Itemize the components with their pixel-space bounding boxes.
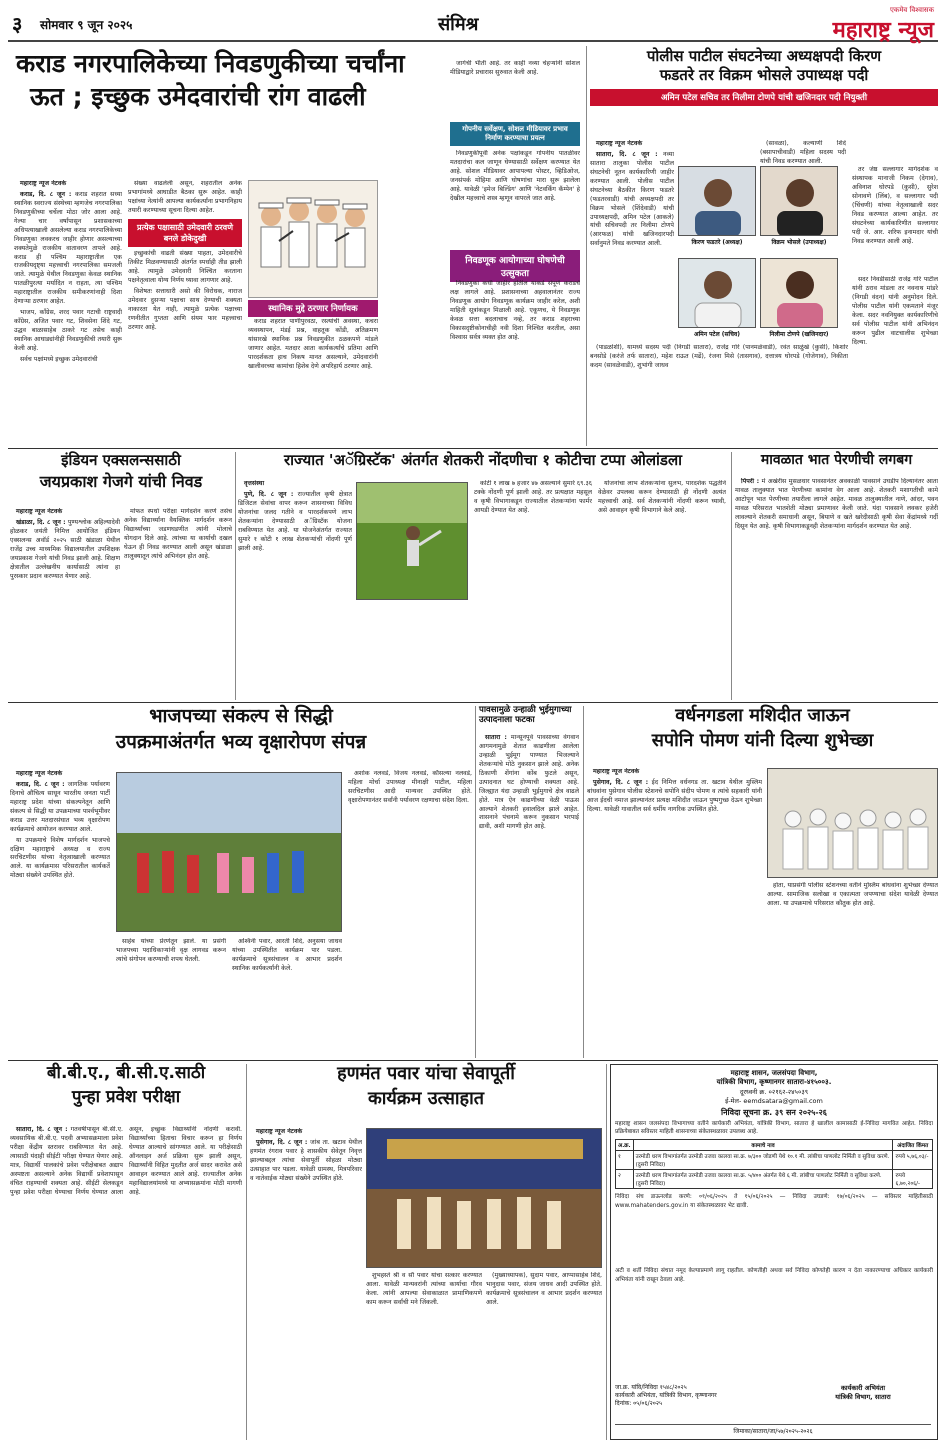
article-text: जांब ता. खटाव येथील हणमंत रंगराव पवार हे शासकीय सेवेतून निवृत्त झाल्याबद्दल त्यांचा सेवापूर्ती सोहळा मोठ्या उत्साहात पार पडला. यावेळी ग्रामस्थ, मित्रपरिवार व नातेवाईक मोठ्या संख्येने उपस्थित होते. (250, 1138, 362, 1182)
tender-table (615, 1139, 933, 1189)
page-number: ३ (12, 12, 23, 36)
article-column (486, 1272, 602, 1440)
article-text: मान्सूनपूर्व पावसाच्या वेगवान आगमनामुळे शेतात काढणीला आलेला उन्हाळी भुईमूग पाण्यात भिजल्याने शेतकऱ्यांचे मोठे नुकसान झाले आहे. अनेक ठिकाणी शेंगांना कोंब फुटले असून, उत्पादनात घट होण्याची शक्यता आहे. जिल्ह्यात यंदा उन्हाळी भुईमुगाचे क्षेत्र वाढले होते. मात्र ऐन काढणीच्या वेळी पाऊस आल्याने शेतकरी हवालदिल झाले आहेत. शासनाने पंचनामे करून नुकसान भरपाई द्यावी, अशी मागणी होत आहे. (479, 734, 579, 831)
headline: ऊत ; इच्छुक उमेदवारांची रांग वाढली (30, 81, 366, 111)
article-text: साहेब यांच्या प्रेरणेतून झाले. या प्रसंगी भाजपच्या पदाधिकाऱ्यांनी वृक्ष लागवड करून त्यांचे संगोपन करण्याची शपथ घेतली. (116, 938, 226, 963)
table-cell: २ (616, 1170, 634, 1189)
story-indian-excellence (10, 452, 232, 700)
section-divider (8, 448, 938, 449)
brand-logo: महाराष्ट्र न्यूज (832, 18, 934, 43)
article-column (590, 344, 848, 446)
section-divider (8, 1060, 938, 1061)
place: सातारा, दि. ८ जून : (596, 150, 658, 158)
place: पुणे, दि. ८ जून : (244, 490, 294, 498)
article-text: राज्यातील कृषी क्षेत्रात डिजिटल सेवांचा वापर करून शासनाच्या विविध योजनांचा जलद गतीने व पारदर्शकपणे लाभ शेतकऱ्यांना देण्यासाठी अॅग्रिस्टॅक योजना राबविण्यात येत आहे. या योजनेअंतर्गत राज्यात सुमारे १ कोटी १ लाख शेतकऱ्यांची नोंदणी पूर्ण झाली आहे. (238, 490, 352, 552)
stage-felicitation-icon (367, 1129, 602, 1268)
article-text: निवडणुका कधी जाहीर होतील याकडे संपूर्ण कराडचे लक्ष लागले आहे. प्रशासनाच्या अहवालानंतर राज्य निवडणूक आयोग निवडणूक कार्यक्रम जाहीर करेल, अशी माहिती सूत्रांकडून मिळाली आहे. एकूणच, ये निवडणूक केवळ सत्ता बदलाचाच नव्हे, तर कराड शहराच्या विकासदृष्टीकोनाचीही नवी दिशा निश्चित करतील, असा विश्वास सर्वत्र व्यक्त होत आहे. (450, 280, 580, 341)
article-column (450, 60, 580, 120)
tender-schedule: निविदा संच डाऊनलोड करणे: ०१/०६/२०२५ ते १५/०६/२०२५ — निविदा उघडणे: १७/०६/२०२५ — सविस्तर माहितीसाठी www.mahatenders.gov.in या संकेतस्थळावर भेट द्यावी. (615, 1194, 933, 1209)
article-column (238, 480, 352, 700)
article-text: मे अखेरीस मुसळधार पावसानंतर अवकाळी पावसाने उघडीप दिल्यानंतर आता मावळ तालुक्यात भात पेरणीच्या कामांना वेग आला आहे. शेतकरी मशागतीची कामे आटोपून भात पेरणीच्या तयारीला लागले आहेत. मावळ तालुक्यातील नाणे, आंदर, पवन मावळ परिसरात भातशेती मोठ्या प्रमाणावर केली जाते. यंदा पावसाने लवकर हजेरी लावल्याने शेतकरी समाधानी असून, बियाणे व खते खरेदीसाठी कृषी सेवा केंद्रांमध्ये गर्दी दिसून येत आहे. कृषी विभागाकडूनही शेतकऱ्यांना मार्गदर्शन करण्यात येत आहे. (735, 478, 938, 530)
article-column (760, 140, 846, 164)
headline: राज्यात 'अॅग्रिस्टॅक' अंतर्गत शेतकरी नोंदणीचा १ कोटीचा टप्पा ओलांडला (283, 451, 683, 469)
tender-intro: महाराष्ट्र शासन जलसंपदा विभागाच्या वतीने कार्यकारी अभियंता, यांत्रिकी विभाग, सातारा हे खालील कामासाठी ई-निविदा मागवित आहेत. निविदा प्रक्रियेबाबत सविस्तर माहिती शासनाच्या संकेतस्थळावर उपलब्ध आहे. (615, 1121, 933, 1136)
column-divider (731, 452, 732, 700)
photo-vikram-bhosale (760, 166, 838, 236)
headline: कराड नगरपालिकेच्या निवडणुकीच्या चर्चांना (16, 49, 405, 78)
headline: उत्पादनाला फटका (479, 714, 535, 725)
column-divider (246, 1064, 247, 1440)
article-text: मोफत स्पर्धा परीक्षा मार्गदर्शन करणे तसेच अनेक विद्यार्थ्यांना वैयक्तिक मार्गदर्शन करून विद्यार्थ्यांच्या जडणघडणीत त्यांनी मोलाचे योगदान दिले आहे. त्यांच्या या कार्याची दखल घेऊन ही निवड करण्यात आली असून खंडाळा तालुक्यातून त्यांचे अभिनंदन होत आहे. (124, 508, 232, 560)
headline: इंडियन एक्सलन्ससाठी (61, 451, 181, 469)
headline: पावसामुळे उन्हाळी भुईमुगाच्या (479, 705, 572, 715)
place: पुसेगाव, दि. ८ जून : (256, 1138, 308, 1146)
article-column (124, 508, 232, 700)
headline: मावळात भात पेरणीची लगबग (760, 452, 913, 468)
brand-tagline: एकमेव विश्वासक (889, 6, 934, 14)
article-column (590, 140, 674, 320)
article-column (232, 938, 342, 1058)
dateline: महाराष्ट्र न्यूज नेटवर्क (16, 770, 63, 777)
dateline: महाराष्ट्र न्यूज नेटवर्क (593, 768, 640, 775)
tender-office: कार्यकारी अभियंता, यांत्रिकी विभाग, कृष्णानगर (615, 1392, 717, 1399)
article-text: विशेषतः सत्ताधारी असो की विरोधक, नाराज उमेदवार दुसऱ्या पक्षाचा साथ देण्याची शक्यता नाकारता येत नाही, त्यामुळे प्रत्येक पक्षाच्या रणनीतीत गुप्तता आणि संयम फार महत्त्वाचा ठरणार आहे. (128, 288, 242, 331)
illustration-politicians (248, 180, 378, 298)
photo-caption: किरण फडतरे (अध्यक्ष) (691, 239, 743, 246)
article-text: अशोक नलवडे, विजय नलवडे, कौसल्या नलवडे, महिला मोर्चा उपाध्यक्ष मीनाक्षी पाटील, महिला सरचिटणीस आदी मान्यवर उपस्थित होते. वृक्षारोपणानंतर सर्वांनी पर्यावरण रक्षणाचा संदेश दिला. (348, 770, 472, 804)
headline: पुन्हा प्रवेश परीक्षा (71, 1086, 181, 1107)
article-column (598, 480, 726, 700)
place: कराड, दि. ८ जून : (16, 780, 65, 788)
place: पुसेगाव, दि. ८ जून : (593, 778, 649, 786)
article-text: जागेची भीती आहे. तर काही नव्या चेहऱ्यांनी सोशल मीडियाद्वारे प्रचारास सुरुवात केली आहे. (450, 60, 580, 76)
group-photo-icon (117, 773, 342, 932)
article-column (10, 1126, 242, 1440)
article-text: गतवर्षीपासून बी.सी.ए. व्यवसायिक बी.बी.ए. पदवी अभ्यासक्रमाला प्रवेश परीक्षा केंद्रीय स्तरावर राबविण्यात येत आहे. त्यासाठी यंदाही सीईटी परीक्षा घेण्यात येणार आहे. मात्र, विद्यार्थी पालकांचे प्रवेश परीक्षेबाबत अद्याप अस्पष्टता असल्याने अनेक विद्यार्थी प्रवेशापासून वंचित राहण्याची शक्यता आहे. सीईटी सेलकडून पुन्हा प्रवेश परीक्षा घेण्याचा निर्णय घेण्यात आला असून, इच्छुक विद्यार्थ्यांनी नोंदणी करावी. विद्यार्थ्यांच्या हिताचा विचार करून हा निर्णय घेण्यात आल्याचे सांगण्यात आले. या परीक्षेसाठी ऑनलाइन अर्ज प्रक्रिया सुरू झाली असून, विद्यार्थ्यांनी विहित मुदतीत अर्ज सादर करावेत असे आवाहन करण्यात आले आहे. राज्यातील अनेक महाविद्यालयांमध्ये या अभ्यासक्रमांना मोठी मागणी आहे. (10, 1126, 242, 1196)
table-header: कामाचे नाव (633, 1140, 893, 1151)
tender-signatory: कार्यकारी अभियंता (840, 1384, 886, 1392)
dateline: महाराष्ट्र न्यूज नेटवर्क (20, 180, 67, 187)
story-vardhangad-mosque (587, 706, 938, 1058)
article-column (450, 280, 580, 445)
headline: कार्यक्रम उत्साहात (367, 1087, 485, 1109)
article-text: नव्या सातारा तालुका पोलीस पाटील संघटनेची नूतन कार्यकारिणी जाहीर करण्यात आली. पोलीस पाटील संघटनेच्या बैठकीत किरण फडतरे (फडतरवाडी) यांची अध्यक्षपदी तर विक्रम भोसले (शिंदेवाडी) यांची उपाध्यक्षपदी, अमिन पटेल (आकले) यांची सचिवपदी तर निलीमा टोणपे (आरफळ) यांची खजिनदारपदी सर्वानुमते निवड करण्यात आली. (590, 150, 674, 248)
article-text: संख्या वाढलेली असून, शहरातील अनेक प्रभागांमध्ये आघाडीत बैठका सुरू आहेत. काही पक्षांच्या नेत्यांनी आपल्या कार्यकर्त्यांना प्रभागनिहाय तयारी करण्याच्या सूचना दिल्या आहेत. (128, 180, 242, 214)
article-text: पुण्यश्लोक अहिल्यादेवी होळकर जयंती निमित्त आयोजित इंडियन एक्सलन्स अवॉर्ड २०२५ साठी खंडाळा येथील राजेंद्र उच्च माध्यमिक विद्यालयातील उपशिक्षक जयप्रकाश गेजगे यांची निवड झाली आहे. शिक्षण क्षेत्रातील उल्लेखनीय कार्यासाठी त्यांना हा पुरस्कार प्रदान करण्यात येणार आहे. (10, 518, 120, 580)
farmer-field-icon (357, 483, 468, 600)
article-text: इच्छुकांची वाढती संख्या पाहता, उमेदवारीचे तिकीट मिळवण्यासाठी अंतर्गत स्पर्धाही तीव्र झाली आहे. त्यामुळे उमेदवारी निश्चित करताना पक्षनेतृत्वाला योग्य निर्णय घ्यावा लागणार आहे. (128, 250, 242, 285)
article-text: होता, याप्रसंगी पोलीस स्टेशनच्या वतीने मुस्लिम बांधवांना शुभेच्छा देण्यात आल्या. सामाजिक सलोखा व एकात्मता जपण्याचा संदेश यावेळी देण्यात आला. या उपक्रमाचे परिसरात कौतुक होत आहे. (767, 882, 938, 907)
article-column (852, 166, 938, 276)
photo-caption: विक्रम भोसले (उपाध्यक्ष) (771, 239, 827, 246)
article-column (10, 770, 110, 1058)
article-column (14, 180, 122, 445)
dateline: महाराष्ट्र न्यूज नेटवर्क (256, 1128, 303, 1135)
tender-header: महाराष्ट्र शासन, जलसंपदा विभाग, (730, 1069, 818, 1077)
tender-signatory-dept: यांत्रिकी विभाग, सातारा (835, 1393, 891, 1401)
story-tree-plantation (10, 706, 472, 1058)
subhead-box: निवडणूक आयोगाच्या घोषणेची उत्सुकता (450, 250, 580, 282)
column-divider (235, 452, 236, 700)
article-column (767, 882, 938, 1058)
tender-ref: जा.क्र. यांवि/निविदा १५४८/२०२५ (615, 1384, 687, 1391)
photo-caption: निलीमा टोणपे (खजिनदार) (769, 331, 829, 338)
subhead-box: स्थानिक मुद्दे ठरणार निर्णायक (248, 300, 378, 317)
article-text: अश्विनी पवार, आरती शिंदे, अनुसया जाधव यांच्या उपस्थितीत कार्यक्रम पार पडला. कार्यक्रमाचे सूत्रसंचालन व आभार प्रदर्शन स्थानिक कार्यकर्त्यांनी केले. (232, 938, 342, 972)
tender-header: यांत्रिकी विभाग, कृष्णानगर सातारा-४१५००३. (716, 1078, 832, 1086)
table-cell: रुपये ६,७०,२०६/- (893, 1170, 933, 1189)
table-row (616, 1170, 933, 1189)
photo-nilima-tonpe (760, 258, 838, 328)
story-police-patil (590, 48, 938, 446)
dateline: वृत्तसंस्था (244, 480, 265, 487)
column-divider (586, 46, 587, 446)
person-icon (679, 259, 756, 328)
headline: पोलीस पाटील संघटनेच्या अध्यक्षपदी किरण (646, 47, 882, 65)
column-divider (606, 1064, 607, 1440)
place: खंडाळा, दि. ८ जून : (16, 518, 66, 526)
article-text: भाजप, काँग्रेस, शरद पवार गटाची राष्ट्रवादी काँग्रेस, अजित पवार गट, शिवसेना शिंदे गट, उद्धव बाळासाहेब ठाकरे गट तसेच काही स्थानिक आघाड्यांनीही निवडणुकीची तयारी सुरू केली आहे. (14, 309, 122, 352)
tender-notice (610, 1064, 938, 1440)
article-text: जागतिक पर्यावरण दिनाचे औचित्य साधून भारतीय जनता पार्टी महाराष्ट्र प्रदेश यांच्या संकल्पनेतून आणि संकल्प से सिद्धी या उपक्रमाच्या पार्श्वभूमीवर कराड उत्तर मतदारसंघात भव्य वृक्षारोपण कार्यक्रमाचे आयोजन करण्यात आले. (10, 780, 110, 833)
headline: जयप्रकाश गेजगे यांची निवड (39, 472, 203, 492)
headline: वर्धनगडला मशिदीत जाऊन (675, 705, 850, 726)
table-header: अंदाजित किंमत (893, 1140, 933, 1151)
dateline: महाराष्ट्र न्यूज नेटवर्क (596, 140, 643, 147)
story-maval-sowing (735, 452, 938, 700)
mosque-gathering-icon (768, 769, 938, 878)
article-text: कराड शहरात पाणीपुरवठा, रस्त्यांची अवस्था, कचरा व्यवस्थापन, मंडई प्रश्न, वाहतूक कोंडी, अतिक्रमण यांसारखे स्थानिक प्रश्न निवडणुकीत ठळकपणे मांडले जाणार आहेत. मतदार आता कार्यकर्त्यांचे प्रतिमा आणि पारदर्शकता हाच निकष मानत असल्याने, उमेदवारांनी खालीवरच्या कामांचा हिशेब देणे अपरिहार्य ठरणार आहे. (248, 318, 378, 370)
article-column (450, 150, 580, 250)
article-column (366, 1272, 482, 1440)
article-column (474, 480, 592, 700)
column-divider (475, 706, 476, 1058)
article-column (250, 1128, 362, 1440)
article-column (587, 768, 762, 1058)
article-column (116, 938, 226, 1058)
article-text: योजनांचा लाभ शेतकऱ्यांना सुलभ, पारदर्शक पद्धतीने वेळेवर उपलब्ध करून देण्यासाठी ही नोंदणी अत्यंत महत्त्वाची आहे. सर्व शेतकऱ्यांनी नोंदणी करून घ्यावी, असे आवाहन कृषी विभागाने केले आहे. (598, 480, 726, 514)
headline: सपोनि पोमण यांनी दिल्या शुभेच्छा (651, 729, 874, 751)
section-title: संमिश्र (438, 14, 479, 35)
table-row (616, 1151, 933, 1170)
page-date: सोमवार ९ जून २०२५ (40, 18, 133, 32)
story-hanmant-pawar (250, 1064, 602, 1440)
subhead-box: अमिन पटेल सचिव तर निलीमा टोणपे यांची खजिनदार पदी नियुक्ती (590, 89, 938, 106)
section-divider (8, 702, 938, 703)
article-text: कराड शहरात सध्या स्थानिक स्वराज्य संस्थेच्या म्हणजेच नगरपालिका निवडणुकीच्या चर्चेला मोठा जोर आला आहे. गेल्या चार वर्षांपासून प्रशासकाच्या अधिपत्याखाली असलेल्या कराड नगरपालिकेच्या निवडणुका लवकरच जाहीर होणार असल्याच्या शक्यतेमुळे राजकीय वातावरण तापले आहे. कराड ही पश्चिम महाराष्ट्रातील एक राजकीयदृष्ट्या महत्त्वाची नगरपालिका समजली जाते. त्यामुळे येथील निवडणुका केवळ स्थानिक पातळीपुरत्या मर्यादित न राहता, त्या पश्चिम महाराष्ट्रातील राजकीय समीकरणांनाही दिशा देणाऱ्या ठरणार आहेत. (14, 190, 122, 306)
table-cell: रुपये ५,७६,०३/- (893, 1151, 933, 1170)
photo-felicitation-stage (366, 1128, 602, 1268)
subhead-box: गोपनीय सर्वेक्षण, सोशल मीडियावर प्रभाव निर्माण करण्याचा प्रयत्न (450, 122, 580, 146)
person-icon (761, 259, 838, 328)
article-text: निवडणुकीपूर्वी अनेक पक्षांकडून गोपनीय पातळीवर मतदारांचा कल जाणून घेण्यासाठी सर्वेक्षण करण्यात येत आहे. सोशल मीडियावर आपापल्या पोस्टर, व्हिडिओज, जनसंपर्क मोहिमा आणि घोषणांचा मारा सुरू झालेला आहे. यावेळी 'इमेज बिल्डिंग' आणि 'नेटवर्किंग कॅम्पेन' हे देखील महत्त्वाचे शस्त्र म्हणून वापरले जात आहे. (450, 150, 580, 202)
headline: फडतरे तर विक्रम भोसले उपाध्यक्ष पदी (659, 66, 869, 85)
person-icon (761, 167, 838, 236)
article-text: (पाडळोशी), यामध्ये सदस्य पदी (निगडी सातारा), राजेंद्र गोरे (पानमळेवाडी), रवंत साळुंखे (कुसी), किशोर बनसोडे (करंजे तर्फ सातारा), महेश राऊत (मर्ढे), रंजना मिसे (तासगाव), दत्तात्रय घोरपडे (गोजेगाव), निकीता कदम (सावळेवाडी), शुभांगी जाधव (590, 344, 848, 369)
article-text: कोटी १ लाख ७ हजार ४७ असल्याने सुमारे ६९.३६ टक्के नोंदणी पूर्ण झाली आहे. तर प्रत्यक्षात महसूल व कृषी विभागाकडून राज्यातील शेतकऱ्यांना फार्मर आयडी देण्यात येत आहे. (474, 480, 592, 514)
headline: भाजपच्या संकल्प से सिद्धी (149, 705, 333, 727)
article-text: सर्वच पक्षांमध्ये इच्छुक उमेदवारांची (20, 355, 98, 363)
article-column (348, 770, 472, 1058)
tender-number: निविदा सूचना क्र. ३९ सन २०२५-२६ (721, 1108, 827, 1117)
place: सातारा, दि. ८ जून : (16, 1126, 68, 1133)
dateline: महाराष्ट्र न्यूज नेटवर्क (16, 508, 63, 515)
tender-phone: दूरध्वनी क्र. ०२१६२-२४५०३९ (739, 1088, 809, 1096)
article-text: या उपक्रमाचे विशेष मार्गदर्शन भाजपचे दक्षिण महाराष्ट्राचे अध्यक्ष व राज्य सरचिटणीस यांच्या नेतृत्वाखाली करण्यात आले. या कार्यक्रमास परिसरातील कार्यकर्ते मोठ्या संख्येने उपस्थित होते. (10, 836, 110, 880)
photo-mosque-gathering (767, 768, 938, 878)
tender-footer-right (793, 1383, 933, 1401)
tender-footer-left (615, 1383, 775, 1407)
article-text: (सावळा), कल्याणी शिंदे (बसापाचीवाडी) महिला सदस्य पदी यांची निवड करण्यात आली. (760, 140, 846, 164)
article-text: तर जेष्ठ सल्लागार मार्गदर्शक व संस्थापक मानाजी निकम (देगाव), अविनाश घोरपडे (कुसी), सुरेश सोनावणे (लिंब), व सल्लागार पदी (चिंचणी) यांच्या नेतृत्वाखाली सदर निवड करण्यात आल्या आहेत. तर संघटनेच्या कार्यकारिणीत सल्लागार पदी जे. आर. शरिफ इनामदार यांची निवड करण्यात आली आहे. (852, 166, 938, 245)
photo-kiran-fadatare (678, 166, 756, 236)
place: कराड, दि. ८ जून : (20, 190, 72, 198)
article-text: शुभहस्ते श्री व सौ पवार यांचा सत्कार करण्यात आला. यावेळी मान्यवरांनी त्यांच्या कार्याचा गौरव केला. त्यांनी आपल्या सेवाकाळात प्रामाणिकपणे काम करून सर्वांची मने जिंकली. (366, 1272, 482, 1306)
story-karad-elections (10, 50, 582, 445)
article-text: ईद निमित्त वर्धनगड ता. खटाव येथील मुस्लिम बांधवांना पुसेगाव पोलीस स्टेशनचे सपोनि संदीप पोमण व त्यांचे सहकारी यांनी आज ईदची नमाज झाल्यानंतर प्रत्यक्ष मशिदीत जाऊन पुष्पगुच्छ देऊन शुभेच्छा दिल्या. यावेळी गावातील सर्व धर्मीय नागरिक उपस्थित होते. (587, 778, 762, 813)
headline: उपक्रमाअंतर्गत भव्य वृक्षारोपण संपन्न (115, 730, 367, 753)
article-column (10, 508, 120, 700)
headline: हणमंत पवार यांचा सेवापूर्ती (337, 1063, 515, 1084)
masthead (8, 6, 938, 42)
table-cell: १ (616, 1151, 634, 1170)
story-groundnut (479, 706, 579, 1058)
photo-amin-patel (678, 258, 756, 328)
photo-caption: अमिन पटेल (सचिव) (694, 331, 740, 338)
tender-note: अटी व शर्ती निविदा संचात नमूद केल्याप्रमाणे लागू राहतील. कोणतीही अथवा सर्व निविदा कोणतेही कारण न देता नाकारण्याचा अधिकार कार्यकारी अभियंता यांनी राखून ठेवला आहे. (615, 1268, 933, 1283)
story-agristack (238, 452, 728, 700)
table-cell: उरमोडी धरण विभागांतर्गत उरमोडी उजवा कालवा सा.क्र. ७/३०० जोडणी येथे १०.१ मी. लांबीचा पाणलोट निर्मिती व सुविधा करणे. (दुसरी निविदा) (633, 1151, 893, 1170)
article-text: सदर निवडीसाठी राजेंद्र गोरे पाटील यांनी ठराव मांडला तर नवनाथ मांडरे (निगडी वंदन) यांनी अनुमोदन दिले. पोलीस पाटील यांनी एकमताने मंजूर केला. सदर नवनियुक्त कार्यकारिणीचे सर्व पोलीस पाटील यांनी अभिनंदन करून पुढील वाटचालीस शुभेच्छा दिल्या. (852, 276, 938, 346)
article-column (852, 276, 938, 446)
tender-email: ई-मेल- eemdsatara@gmail.com (725, 1097, 823, 1105)
table-cell: उरमोडी धरण विभागांतर्गत उरमोडी उजवा कालवा सा.क्र. ५/४०० अंतर्गत येथे ६ मी. लांबीचा पाणलोट निर्मिती व सुविधा करणे. (दुसरी निविदा) (633, 1170, 893, 1189)
article-column (128, 180, 242, 445)
article-text: (मुख्याध्यापक), सुदाम पवार, आप्पासाहेब शिंदे, भानुदास पवार, संजय जाधव आदी उपस्थित होते. कार्यक्रमाचे सूत्रसंचालन व आभार प्रदर्शन करण्यात आले. (486, 1272, 602, 1306)
article-column (248, 318, 378, 445)
photo-plantation-group (116, 772, 342, 932)
column-divider (583, 706, 584, 1058)
article-column (479, 734, 579, 1058)
headline: बी.बी.ए., बी.सी.ए.साठी (46, 1063, 206, 1083)
person-icon (679, 167, 756, 236)
article-column (735, 478, 938, 700)
table-header: अ.क्र. (616, 1140, 634, 1151)
photo-farmer-field (356, 482, 468, 600)
story-bba-bca-exam (10, 1064, 242, 1440)
subhead-box: प्रत्येक पक्षासाठी उमेदवारी ठरवणे बनले डोकेदुखी (128, 219, 242, 248)
politicians-cartoon-icon (249, 181, 377, 297)
place: पिंपरी : (741, 478, 760, 485)
tender-code: जिमाका/सातारा/जा/५७/२०२५-२०२६ (615, 1424, 931, 1435)
tender-date: दिनांक: ०५/०६/२०२५ (615, 1400, 663, 1407)
place: सातारा : (485, 734, 507, 741)
